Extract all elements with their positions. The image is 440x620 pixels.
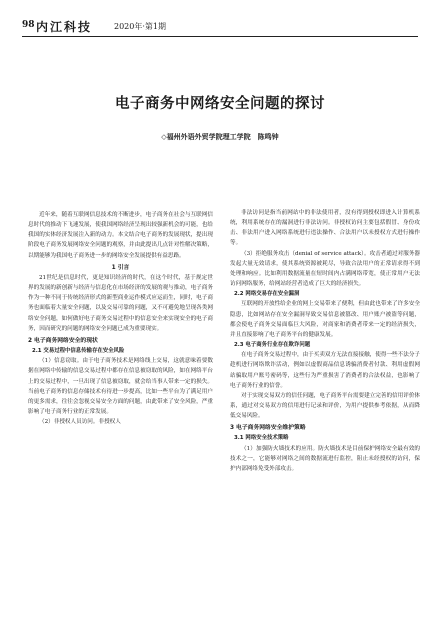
- subsection-heading: 2.2 网络交易存在安全漏洞: [234, 291, 300, 298]
- subsection-heading: 3.1 网络安全技术策略: [234, 435, 289, 442]
- article-title: 电子商务中网络安全问题的探讨: [115, 96, 325, 112]
- abstract: 近年来，随着互联网信息技术的不断进步，电子商务在社会与互联网信息时代的推动下飞速发展，使我国网络经济呈现出较强新机会的可能，也给我国的实体经济发展注入新的动力。本文结合电子商务的发展现状，提出现阶段电子商务发展网络安全问题的观察，并由此提出几点针对性解决策略，以期能够为我国电子商务进一步的网络安全发展提供有益思路。: [28, 212, 213, 259]
- body-paragraph: 互联网的开放性给企业的网上交易带来了便利，但由此也带来了许多安全隐患，比如网站存在安全漏洞导致交易信息被篡改、用户账户被盗等问题，都会使电子商务交易面临巨大风险，对商家和消费者带来一定的经济损失，并且直接影响了电子商务平台的健康发展。: [230, 301, 421, 338]
- right-column: [230, 208, 420, 474]
- body-paragraph: （1）加强防火墙技术的应用。防火墙技术是目前保护网络安全最有效的技术之一，它能够对网络之间的数据流进行监控，阻止未经授权的访问，保护内部网络免受外部攻击。: [230, 445, 420, 472]
- header-rule: [22, 36, 418, 37]
- page-header: [22, 20, 418, 34]
- body-paragraph: （3）拒绝服务攻击（denial of service attack）。攻击者通过对服务器发起大量无效请求，使其系统资源被耗尽，导致合法用户的正常请求得不到处理和响应。比如利用数据流量在短时间内占满网络带宽，使正常用户无法访问网络服务，给网站经营者造成了巨大的经济损失。: [230, 250, 420, 288]
- subsection-heading: 2.3 电子商务行业存在欺诈问题: [234, 342, 311, 349]
- body-paragraph: 21世纪是信息时代，更是知识经济的时代，在这个时代，基于规定世界的发展的新创新与经济与信息化在市场经济的发展的观与推动，电子商务作为一种不同于传统经济形式的新型商业运作模式应运而生，同时，电子商务也面临着大量安全问题，以及交易可靠的问题，又不可避免地呈现各类网络安全问题，如何做好电子商务交易过程中的信息安全来实现安全的电子商务，因而研究的问题的网络安全问题已成为重要现实。: [28, 274, 213, 332]
- body-paragraph: 非法访问是指当前网站中的非法使用者，没有得到授权即进入计算机系统，利用系统存在的漏洞进行非法访问。非授权访问主要包括假冒、身份攻击、非法用户进入网络系统进行违法操作、合法用户以未授权方式进行操作等。: [230, 210, 420, 247]
- author-affiliation: ◇福州外语外贸学院理工学院 陈鸣钟: [161, 132, 279, 141]
- issue-label: 2020年·第1期: [114, 22, 166, 31]
- body-paragraph: 在电子商务交易过程中，由于买卖双方无法直接接触，使得一些不法分子趁机进行网络欺诈活动，例如以虚假商品信息诱骗消费者付款、利用虚假网站骗取用户账号密码等，这些行为严重损害了消费者的合法权益，也影响了电子商务行业的信誉。: [230, 352, 421, 389]
- body-paragraph: （1）信息窃取。由于电子商务技术是网络线上交易，这就意味着要数据在网络中传输的信息交易过程中都存在信息被窃取的风险，如在网络平台上的交易过程中，一旦出现了信息被窃取，就会给当事人带来一定的损失。当前电子商务的信息存储技术有待进一步提高，比如一些平台为了满足用户的更多需求，往往会忽视交易安全方面的问题，由此带来了安全风险，严重影响了电子商务行业的正常发展。: [28, 358, 213, 415]
- journal-name: 内江科技: [36, 20, 93, 34]
- body-paragraph: 对于实现交易双方的信任问题，电子商务平台需要建立完善的信用评价体系，通过对交易双方的信用进行记录和评价，为用户提供参考依据，从而降低交易风险。: [230, 392, 421, 420]
- section-heading: 2 电子商务网络安全的现状: [28, 337, 98, 344]
- left-column: [28, 210, 213, 427]
- section-heading: 1 引言: [111, 264, 130, 271]
- subsection-heading: 2.1 交易过程中信息传输存在安全风险: [32, 348, 125, 355]
- page-number: 98: [22, 20, 35, 30]
- body-paragraph: （2）非授权人员访问。非授权人: [39, 419, 121, 426]
- section-heading: 3 电子商务网络安全维护策略: [230, 425, 306, 432]
